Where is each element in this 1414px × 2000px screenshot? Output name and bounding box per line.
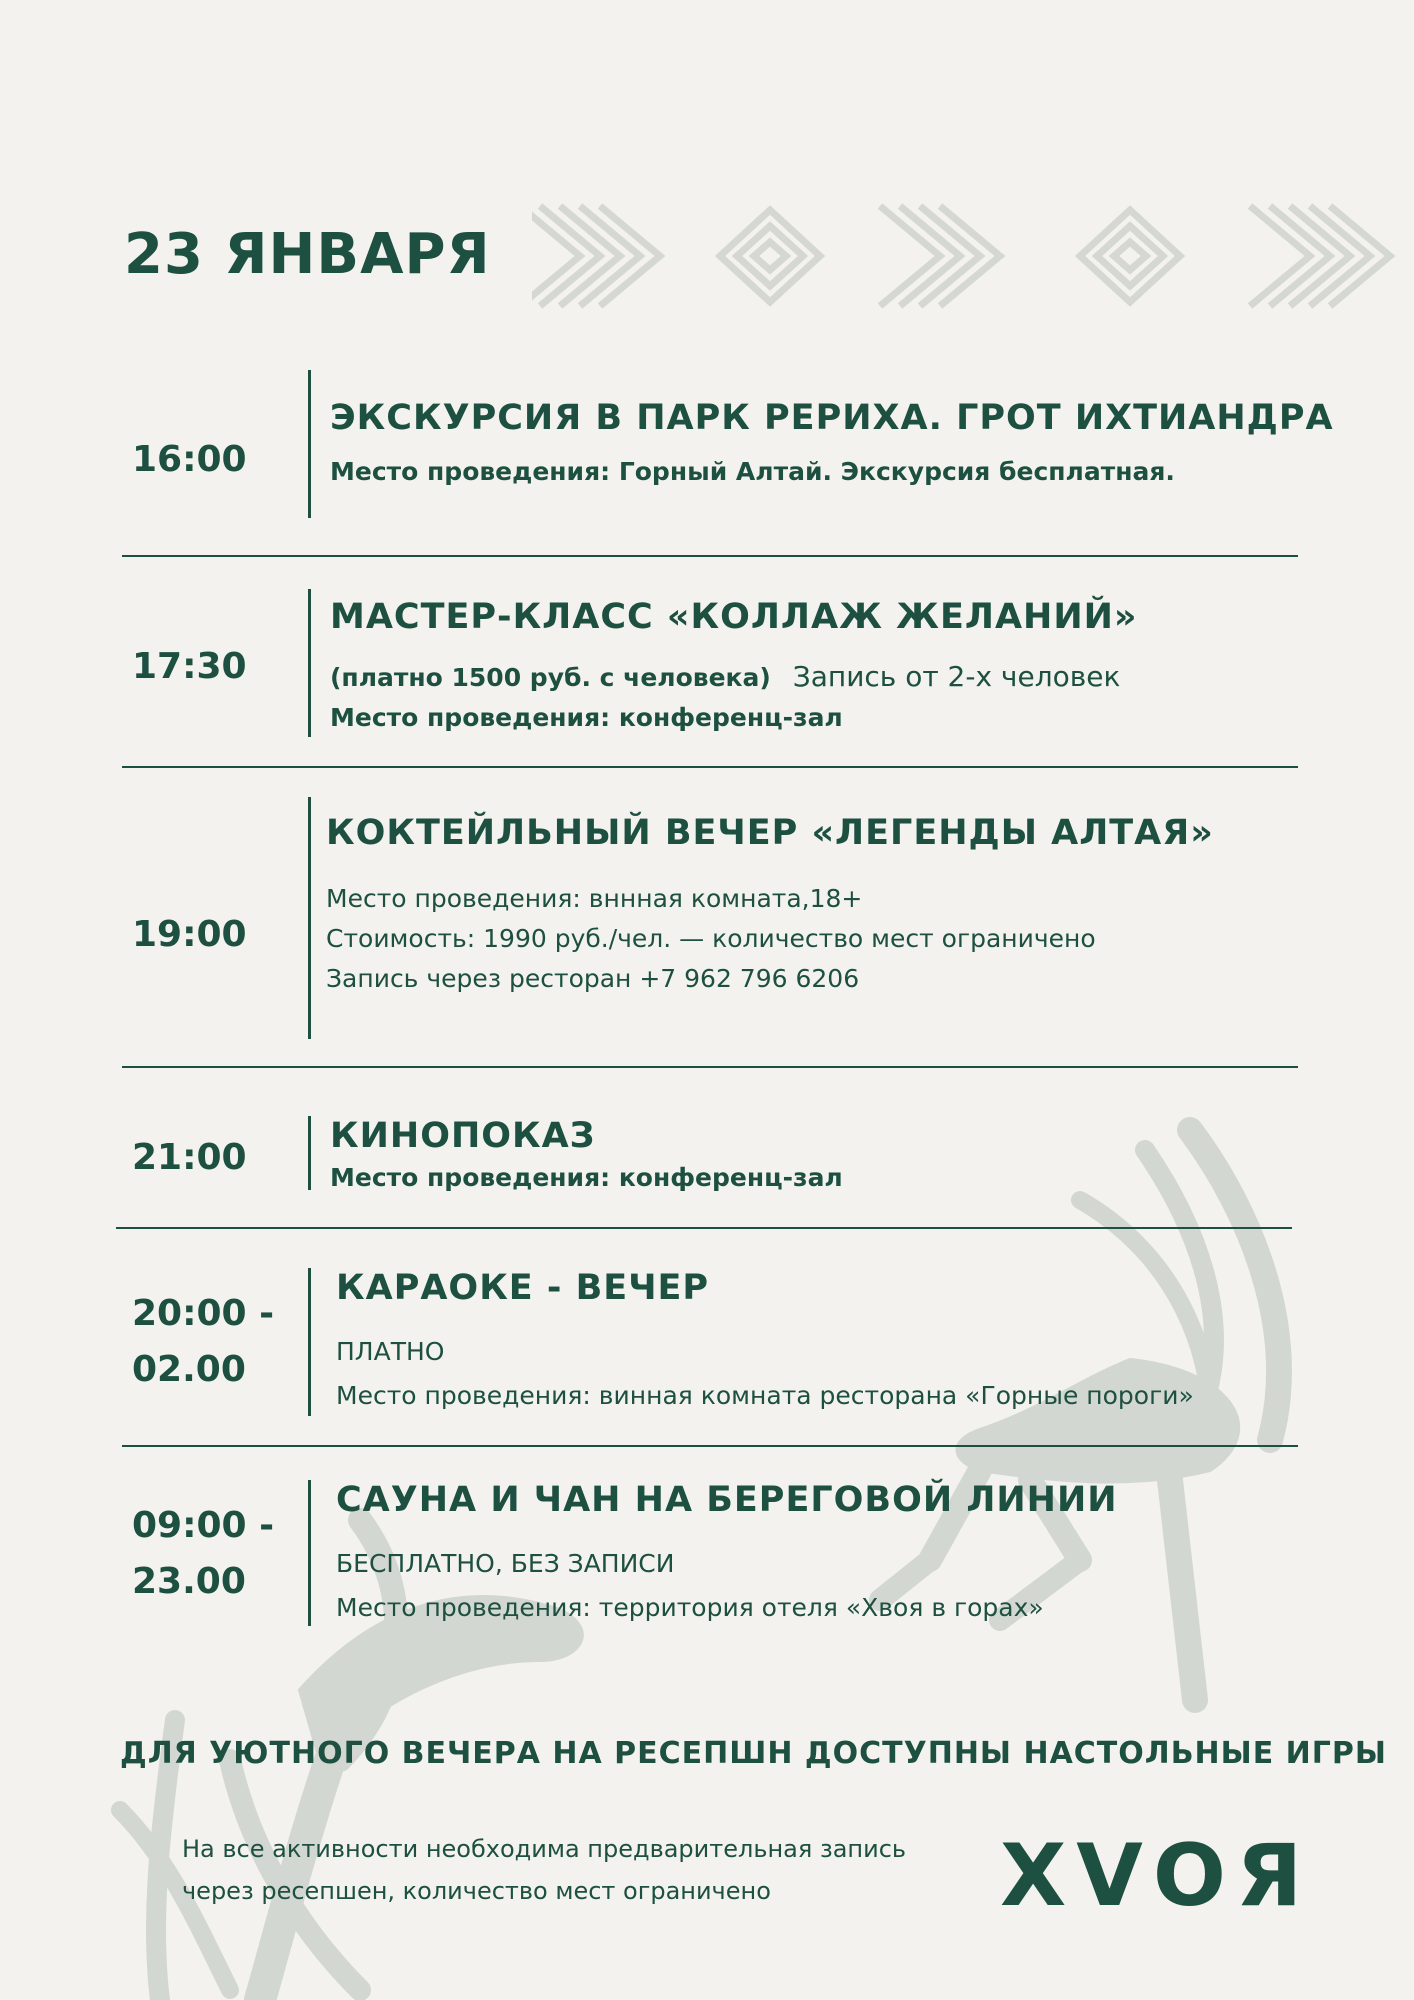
event-content	[336, 1266, 1336, 1416]
event-detail: Место проведения: конференц-зал	[330, 703, 843, 732]
event-karaoke	[0, 1266, 1414, 1418]
event-cocktail-evening	[0, 797, 1414, 1041]
event-divider	[308, 1268, 311, 1416]
section-divider	[122, 1066, 1298, 1068]
event-title: КИНОПОКАЗ	[330, 1116, 596, 1156]
event-detail: Место проведения: Горный Алтай. Экскурсия бесплатная.	[330, 457, 1175, 486]
event-time-end: 02.00	[132, 1349, 246, 1390]
event-title: КОКТЕЙЛЬНЫЙ ВЕЧЕР «ЛЕГЕНДЫ АЛТАЯ»	[326, 813, 1214, 853]
event-divider	[308, 370, 311, 518]
footer-note	[182, 1828, 906, 1912]
event-time: 19:00	[132, 914, 247, 955]
section-divider	[116, 1227, 1292, 1229]
footer-line: через ресепшен, количество мест ограничено	[182, 1877, 771, 1905]
event-detail: Место проведения: вннная комната,18+	[326, 884, 863, 913]
event-detail: Место проведения: конференц-зал	[330, 1163, 843, 1192]
event-time: 21:00	[132, 1137, 247, 1178]
event-time-start: 09:00 -	[132, 1505, 275, 1546]
event-divider	[308, 589, 311, 737]
event-detail: Место проведения: территория отеля «Хвоя в горах»	[336, 1593, 1044, 1622]
event-movie-screening	[0, 1114, 1414, 1190]
brand-logo: ХVОЯ	[1000, 1826, 1313, 1926]
section-divider	[122, 766, 1298, 768]
page-title: 23 ЯНВАРЯ	[124, 222, 491, 287]
event-time-end: 23.00	[132, 1561, 246, 1602]
event-master-class	[0, 589, 1414, 739]
event-title: САУНА И ЧАН НА БЕРЕГОВОЙ ЛИНИИ	[336, 1480, 1118, 1520]
event-title: КАРАОКЕ - ВЕЧЕР	[336, 1268, 710, 1308]
event-time: 16:00	[132, 439, 247, 480]
event-content	[330, 1114, 1330, 1198]
event-price: ПЛАТНО	[336, 1337, 445, 1366]
event-price: (платно 1500 руб. с человека)	[330, 663, 771, 692]
event-time: 17:30	[132, 646, 247, 687]
event-price: БЕСПЛАТНО, БЕЗ ЗАПИСИ	[336, 1549, 675, 1578]
event-booking-note: Запись от 2-х человек	[792, 660, 1121, 693]
event-title: МАСТЕР-КЛАСС «КОЛЛАЖ ЖЕЛАНИЙ»	[330, 597, 1138, 637]
event-divider	[308, 1116, 311, 1190]
event-content	[330, 396, 1334, 492]
event-detail: Стоимость: 1990 руб./чел. — количество мест ограничено	[326, 924, 1096, 953]
event-excursion	[0, 370, 1414, 520]
board-games-note: ДЛЯ УЮТНОГО ВЕЧЕРА НА РЕСЕПШН ДОСТУПНЫ НАСТОЛЬНЫЕ ИГРЫ	[120, 1736, 1387, 1771]
section-divider	[122, 1445, 1298, 1447]
section-divider	[122, 555, 1298, 557]
event-detail-row	[330, 657, 1330, 698]
event-title: ЭКСКУРСИЯ В ПАРК РЕРИХА. ГРОТ ИХТИАНДРА	[330, 398, 1334, 438]
event-detail: Запись через ресторан +7 962 796 6206	[326, 964, 860, 993]
event-content	[330, 595, 1330, 738]
event-detail: Место проведения: винная комната ресторана «Горные пороги»	[336, 1381, 1194, 1410]
footer-line: На все активности необходима предварительная запись	[182, 1835, 907, 1863]
event-sauna	[0, 1478, 1414, 1628]
event-content	[326, 811, 1326, 999]
event-content	[336, 1478, 1336, 1628]
event-divider	[308, 797, 311, 1039]
event-time-start: 20:00 -	[132, 1293, 275, 1334]
event-divider	[308, 1480, 311, 1626]
